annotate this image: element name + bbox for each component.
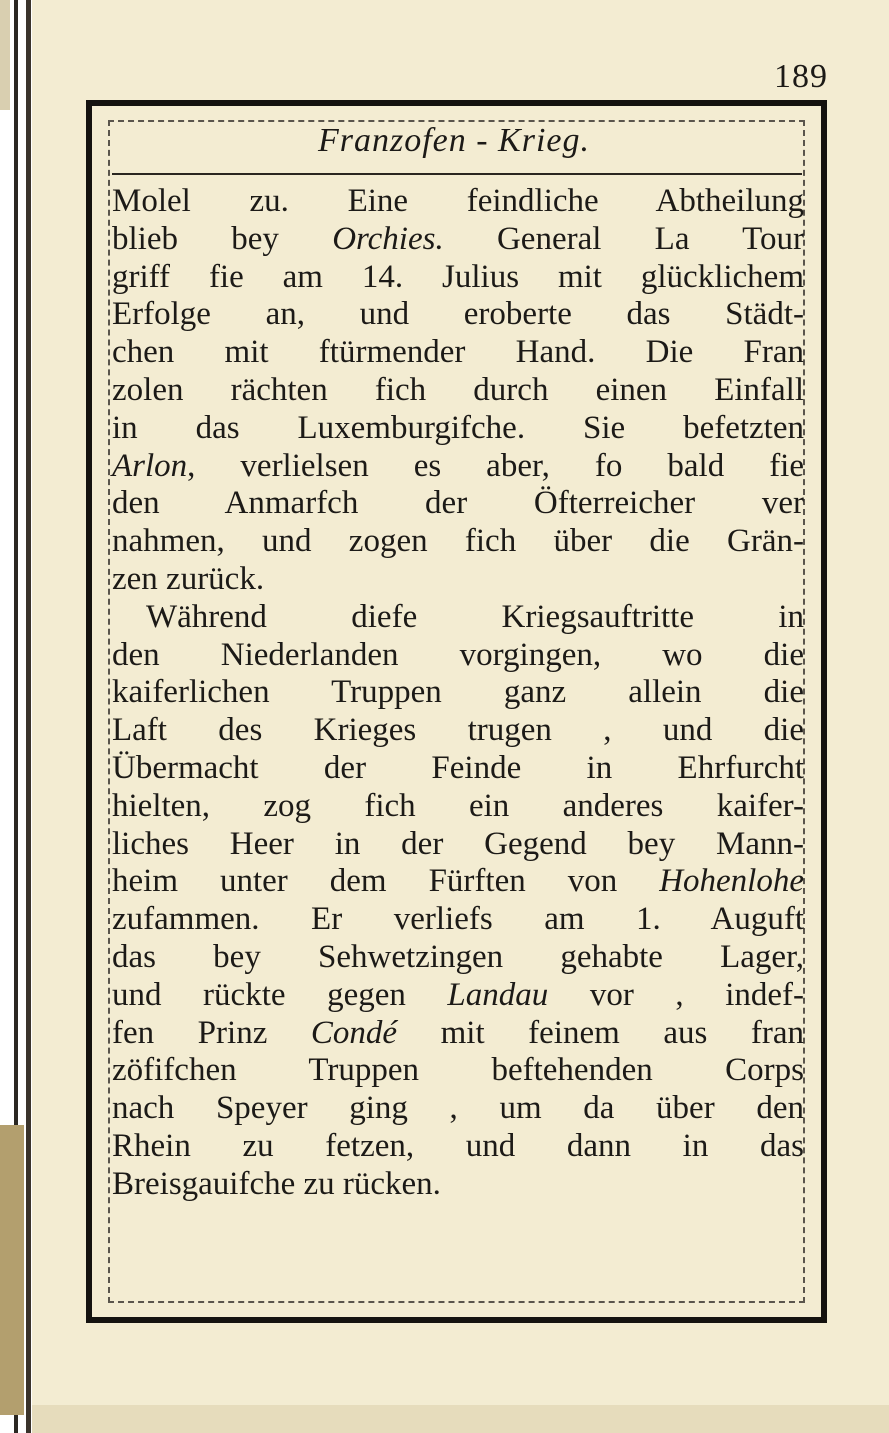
text-run: vor , indef- [548,976,804,1013]
text-run: Übermacht der Feinde in Ehrfurcht [112,749,804,786]
text-line [112,561,804,599]
italic-name: Hohenlohe [659,863,804,900]
text-run: hielten, zog fich ein anderes kaifer- [112,787,804,824]
running-head: Franzofen - Krieg. [317,122,591,159]
text-run: blieb bey [112,220,333,257]
text-run: kaiferlichen Truppen ganz allein die [112,674,804,711]
text-line [112,637,804,675]
text-line [112,750,804,788]
body-text [112,183,804,1204]
text-run: zöfifchen Truppen beftehenden Corps [112,1052,804,1089]
text-run: Erfolge an, und eroberte das Städt- [112,296,804,333]
text-line [112,599,804,637]
page-number: 189 [774,58,828,95]
text-run: heim unter dem Fürften von [112,863,660,900]
text-line [112,788,804,826]
text-run: zufammen. Er verliefs am 1. Auguft [112,901,804,938]
text-run: Während diefe Kriegsauftritte in [146,598,804,635]
text-run: Breisgauifche zu rücken. [112,1165,441,1202]
text-line [112,485,804,523]
text-run: nahmen, und zogen fich über die Grän- [112,523,804,560]
page-bottom-edge [32,1405,889,1433]
text-line [112,901,804,939]
text-run: den Niederlanden vorgingen, wo die [112,636,804,673]
text-run: nach Speyer ging , um da über den [112,1090,804,1127]
italic-name: Condé [310,1014,398,1051]
text-line [112,1015,804,1053]
gutter-line [26,0,31,1433]
text-run: , verlielsen es aber, fo bald fie [187,447,804,484]
text-run: Laft des Krieges trugen , und die [112,712,804,749]
text-run: liches Heer in der Gegend bey Mann- [112,825,804,862]
italic-name: Landau [447,976,549,1013]
text-line [112,221,804,259]
text-run: in das Luxemburgifche. Sie befetzten [112,409,804,446]
text-run: mit feinem aus fran [397,1014,804,1051]
text-line [112,372,804,410]
text-line [112,863,804,901]
text-line [112,939,804,977]
italic-name: Arlon [112,447,188,484]
text-line [112,259,804,297]
text-line [112,334,804,372]
text-run: zolen rächten fich durch einen Einfall [112,371,804,408]
book-gutter [0,0,32,1433]
italic-name: Orchies. [332,220,444,257]
text-line [112,674,804,712]
text-line [112,1166,804,1204]
text-line [112,712,804,750]
text-run: das bey Sehwetzingen gehabte Lager, [112,938,804,975]
text-run: zen zurück. [112,560,265,597]
text-run: chen mit ftürmender Hand. Die Fran [112,334,804,371]
text-line [112,1090,804,1128]
text-line [112,1052,804,1090]
text-line [112,448,804,486]
text-line [112,826,804,864]
text-run: griff fie am 14. Julius mit glücklichem [112,258,804,295]
text-run: den Anmarfch der Öfterreicher ver [112,485,804,522]
text-line [112,410,804,448]
text-line [112,523,804,561]
text-run: fen Prinz [112,1014,311,1051]
text-run: und rückte gegen [112,976,448,1013]
gutter-shade [0,0,10,110]
text-run: Molel zu. Eine feindliche Abtheilung [112,183,804,219]
text-line [112,977,804,1015]
head-rule [112,173,802,175]
gutter-paper-edge [0,1125,24,1415]
text-run: General La Tour [443,220,805,257]
text-line [112,296,804,334]
text-line [112,1128,804,1166]
text-run: Rhein zu fetzen, und dann in das [112,1127,804,1164]
text-line [112,183,804,221]
